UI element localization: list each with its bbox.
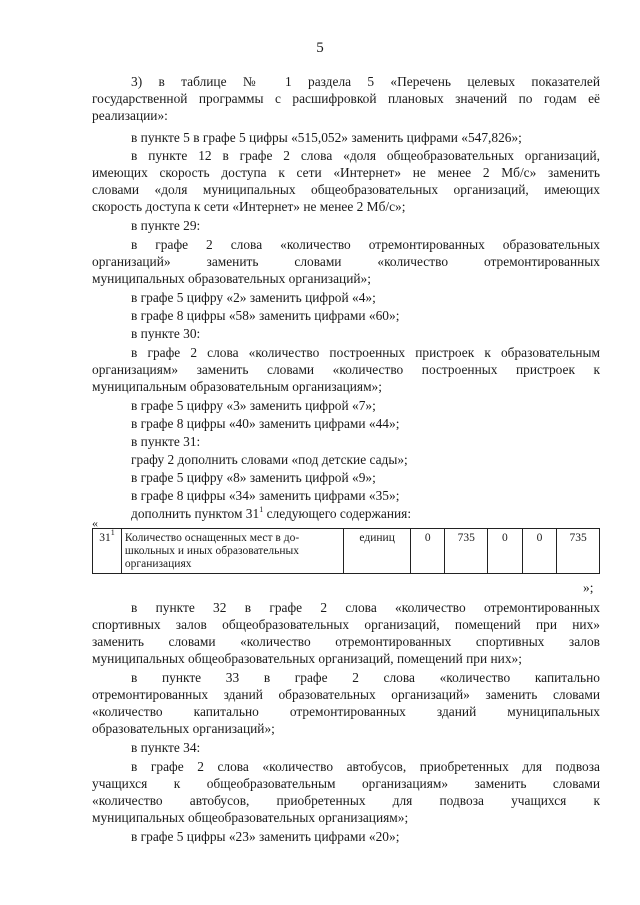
paragraph-line — [131, 506, 411, 522]
table-row — [93, 529, 600, 574]
paragraph-line: в графе 8 цифры «40» заменить цифрами «44»; — [131, 416, 400, 431]
paragraph-line: в графе 5 цифры «23» заменить цифрами «20»; — [131, 829, 400, 844]
paragraph-text: следующего содержания: — [266, 506, 412, 521]
paragraph-line: организаций» заменить словами «количество отремонтированных — [92, 254, 600, 269]
paragraph-line: в графе 8 цифры «34» заменить цифрами «35»; — [131, 488, 400, 503]
paragraph-line: в пункте 33 в графе 2 слова «количество капитально — [131, 670, 600, 685]
paragraph-line: 3) в таблице № 1 раздела 5 «Перечень целевых показателей — [131, 74, 600, 89]
paragraph-line: реализации»: — [92, 108, 168, 123]
paragraph-line: муниципальным образовательным организациям»; — [92, 379, 382, 394]
paragraph-line: в пункте 31: — [131, 434, 201, 449]
table-cell-value: 0 — [522, 529, 557, 574]
row-number: 31 — [99, 532, 111, 544]
paragraph-line: в пункте 12 в графе 2 слова «доля общеобразовательных организаций, — [131, 148, 600, 163]
paragraph-line: имеющих скорость доступа к сети «Интернет» не менее 2 Мб/с» заменить — [92, 165, 600, 180]
opening-quote: « — [92, 516, 98, 530]
paragraph-line: в графе 2 слова «количество построенных пристроек к образовательным — [131, 345, 600, 360]
paragraph-line: в пункте 32 в графе 2 слова «количество отремонтированных — [131, 600, 600, 615]
closing-quote: »; — [583, 580, 594, 595]
paragraph-line: в графе 5 цифру «2» заменить цифрой «4»; — [131, 290, 376, 305]
inserted-table — [92, 528, 600, 574]
paragraph-line: спортивных залов общеобразовательных организаций, помещений при них» — [92, 617, 600, 632]
page-number: 5 — [316, 40, 324, 56]
paragraph-line: в графе 2 слова «количество отремонтированных образовательных — [131, 237, 600, 252]
table-cell-unit: единиц — [344, 529, 411, 574]
paragraph-line: учащихся к общеобразовательным организациям» заменить словами — [92, 776, 600, 791]
paragraph-line: муниципальных образовательных организаций»; — [92, 271, 371, 286]
paragraph-line: в графе 8 цифры «58» заменить цифрами «60»; — [131, 308, 400, 323]
paragraph-line: в графе 5 цифру «8» заменить цифрой «9»; — [131, 470, 376, 485]
indicator-name-line: школьных и иных образовательных — [124, 545, 300, 557]
row-number-superscript: 1 — [110, 528, 115, 538]
paragraph-line: образовательных организаций»; — [92, 721, 275, 736]
table-cell-value: 735 — [445, 529, 488, 574]
table-cell-name — [121, 529, 344, 574]
paragraph-line: «количество капитально отремонтированных зданий муниципальных — [92, 704, 600, 719]
paragraph-line: организациям» заменить словами «количество построенных пристроек к — [92, 362, 600, 377]
paragraph-line: в графе 5 цифру «3» заменить цифрой «7»; — [131, 398, 376, 413]
paragraph-line: графу 2 дополнить словами «под детские сады»; — [131, 452, 408, 467]
table-cell-number — [93, 529, 122, 574]
paragraph-line: скорость доступа к сети «Интернет» не менее 2 Мб/с»; — [92, 199, 406, 214]
table-cell-value: 0 — [488, 529, 523, 574]
paragraph-line: муниципальных общеобразовательных организациям»; — [92, 810, 409, 825]
paragraph-line: в пункте 30: — [131, 326, 201, 341]
paragraph-text: дополнить пунктом 31 — [131, 506, 260, 521]
table-cell-value: 735 — [557, 529, 600, 574]
paragraph-line: государственной программы с расшифровкой плановых значений по годам её — [92, 91, 600, 106]
indicator-name-line: организациях — [124, 558, 192, 570]
paragraph-line: в пункте 5 в графе 5 цифры «515,052» заменить цифрами «547,826»; — [131, 130, 522, 145]
table-cell-value: 0 — [410, 529, 445, 574]
indicator-name-line: Количество оснащенных мест в до- — [124, 532, 300, 544]
paragraph-line: в пункте 29: — [131, 218, 201, 233]
paragraph-line: в графе 2 слова «количество автобусов, приобретенных для подвоза — [131, 759, 600, 774]
paragraph-line: в пункте 34: — [131, 740, 201, 755]
paragraph-line: заменить словами «количество отремонтированных спортивных залов — [92, 634, 600, 649]
paragraph-line: словами «доля муниципальных общеобразовательных организаций, имеющих — [92, 182, 600, 197]
paragraph-line: муниципальных общеобразовательных организаций, помещений при них»; — [92, 651, 522, 666]
paragraph-line: отремонтированных зданий образовательных организаций» заменить словами — [92, 687, 600, 702]
paragraph-line: «количество автобусов, приобретенных для подвоза учащихся к — [92, 793, 600, 808]
superscript: 1 — [259, 504, 264, 514]
